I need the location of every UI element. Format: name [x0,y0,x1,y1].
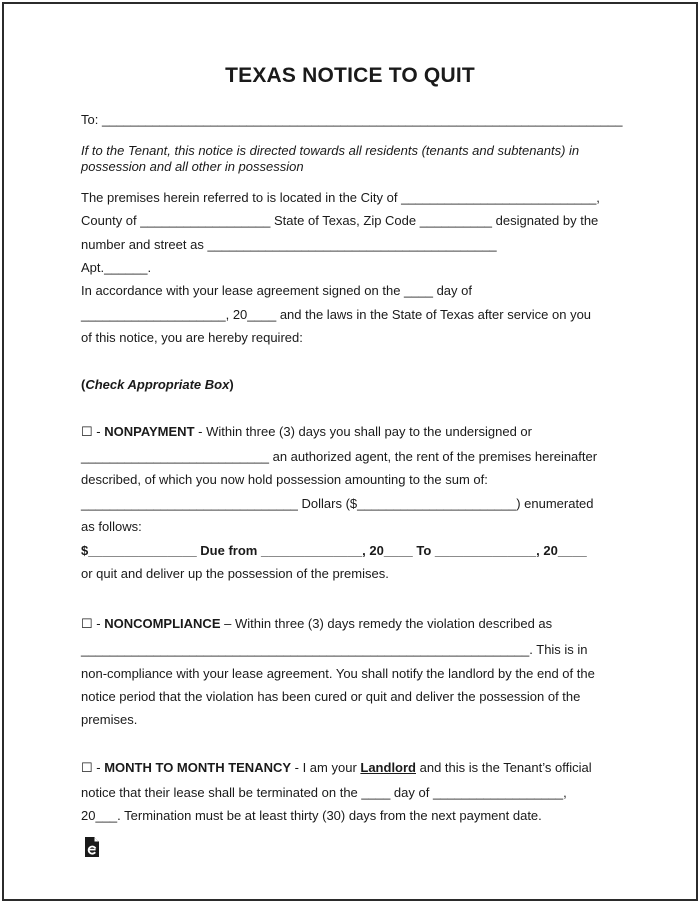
check-box-close-paren: ) [229,377,234,392]
eforms-logo-icon [84,836,100,858]
document-title: TEXAS NOTICE TO QUIT [225,64,475,87]
notice-line-1: If to the Tenant, this notice is directed towards all residents (tenants and subtenants) in [81,143,580,158]
premises-line-7: of this notice, you are hereby required: [81,330,303,345]
nonpayment-heading: NONPAYMENT [104,424,195,439]
month-to-month-line-1-mid: - I am your [291,760,361,775]
nonpayment-line-1-text: - Within three (3) days you shall pay to the undersigned or [194,424,532,439]
premises-line-4: Apt.______. [81,260,152,275]
landlord-label: Landlord [360,760,416,775]
month-to-month-line-1 [81,760,592,776]
check-box-label: Check Appropriate Box [85,377,230,392]
noncompliance-heading: NONCOMPLIANCE [104,616,221,631]
noncompliance-checkbox-icon[interactable]: ☐ [81,616,93,631]
noncompliance-dash: - [92,616,105,631]
noncompliance-line-3: non-compliance with your lease agreement. You shall notify the landlord by the end of the [81,666,595,681]
nonpayment-line-4: ______________________________ Dollars ($______________________) enumerated [81,496,594,511]
noncompliance-line-1-text: – Within three (3) days remedy the violation described as [220,616,553,631]
month-to-month-dash: - [92,760,105,775]
noncompliance-line-5: premises. [81,712,138,727]
nonpayment-line-1 [81,424,532,440]
premises-line-3: number and street as ________________________________________ [81,237,497,252]
premises-line-6: ____________________, 20____ and the laws in the State of Texas after service on you [81,307,592,322]
nonpayment-line-2: __________________________ an authorized agent, the rent of the premises hereinafter [81,449,598,464]
month-to-month-line-2: notice that their lease shall be terminated on the ____ day of __________________, [81,785,567,800]
check-box-open-paren: ( [81,377,86,392]
premises-line-1: The premises herein referred to is located in the City of ___________________________, [81,190,600,205]
to-line: To: ________________________________________________________________________ [81,112,623,127]
month-to-month-line-3: 20___. Termination must be at least thirty (30) days from the next payment date. [81,808,542,823]
nonpayment-line-6: $_______________ Due from ______________, 20____ To ______________, 20____ [81,543,587,558]
premises-line-5: In accordance with your lease agreement signed on the ____ day of [81,283,472,298]
month-to-month-checkbox-icon[interactable]: ☐ [81,760,93,775]
nonpayment-line-5: as follows: [81,519,142,534]
noncompliance-line-2: ______________________________________________________________. This is in [81,642,588,657]
notice-line-2: possession and all other in possession [81,159,304,174]
noncompliance-line-1 [81,616,552,632]
nonpayment-line-3: described, of which you now hold possession amounting to the sum of: [81,472,488,487]
noncompliance-line-4: notice period that the violation has been cured or quit and deliver the possession of the [81,689,581,704]
premises-line-2: County of __________________ State of Texas, Zip Code __________ designated by the [81,213,599,228]
month-to-month-line-1-text: and this is the Tenant’s official [416,760,592,775]
check-box-instruction [81,377,234,393]
document-page [2,2,698,901]
month-to-month-heading: MONTH TO MONTH TENANCY [104,760,292,775]
nonpayment-checkbox-icon[interactable]: ☐ [81,424,93,439]
nonpayment-line-7: or quit and deliver up the possession of the premises. [81,566,389,581]
nonpayment-dash: - [92,424,105,439]
